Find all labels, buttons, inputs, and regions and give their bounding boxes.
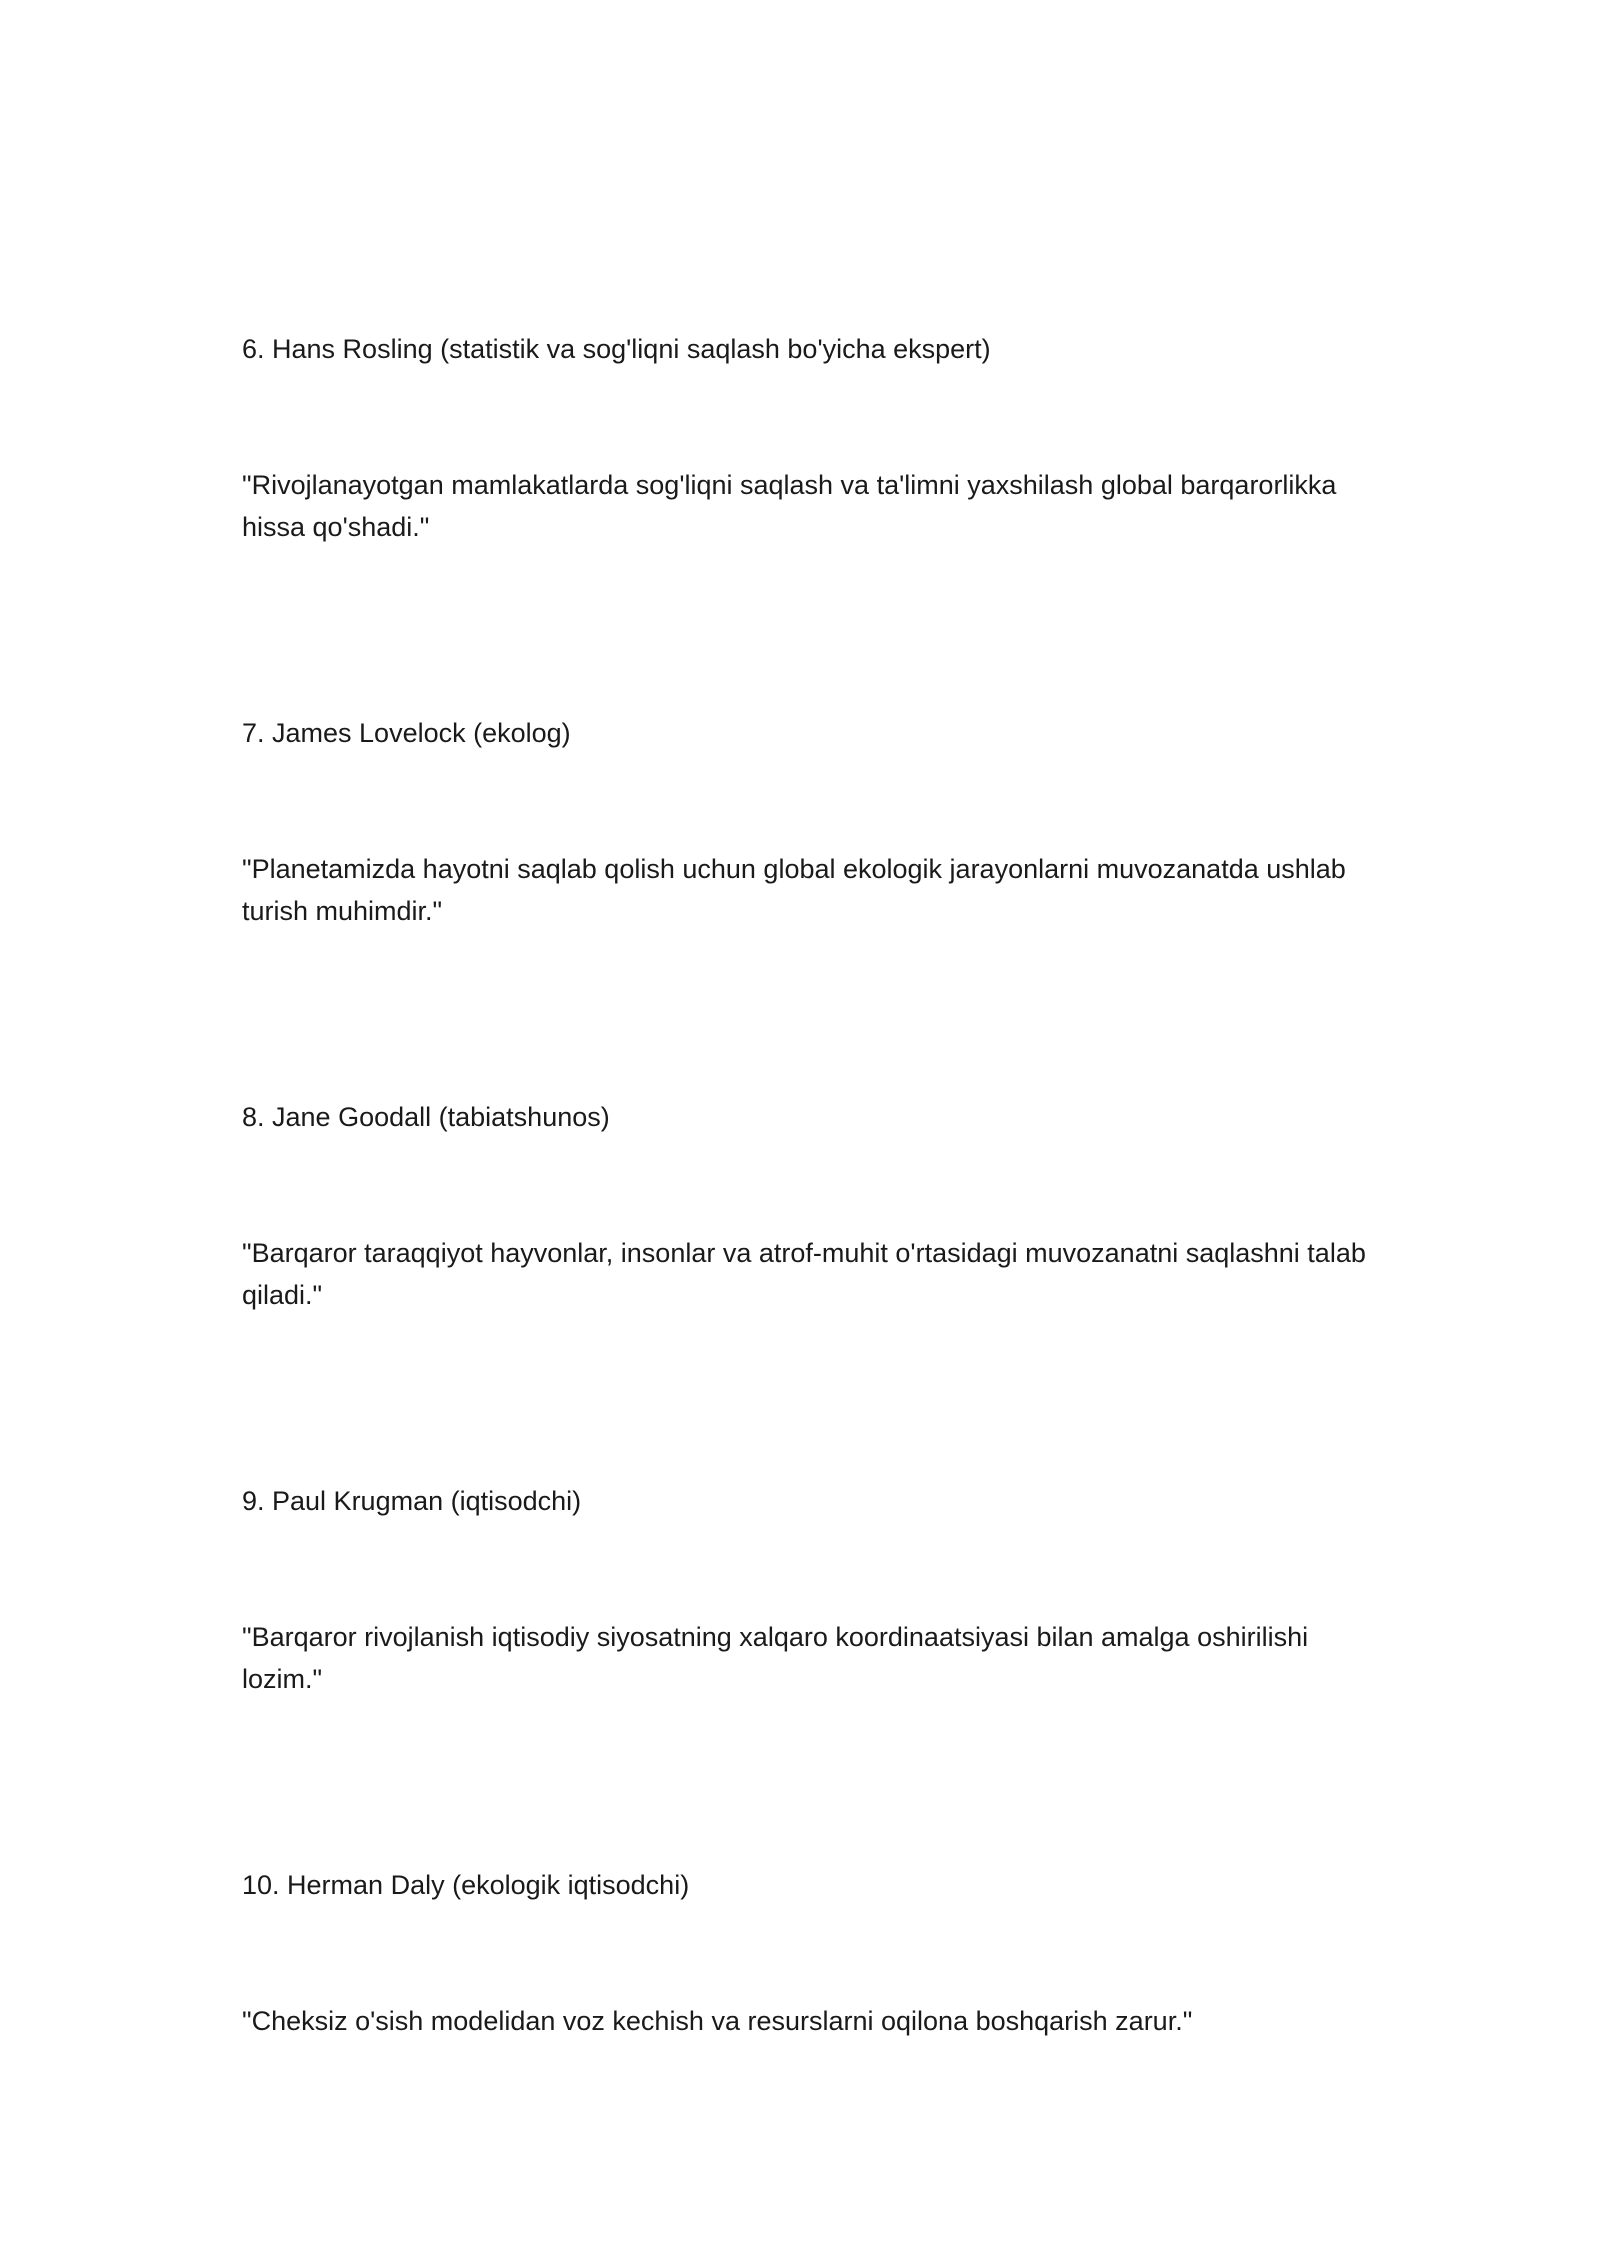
entry-heading: 6. Hans Rosling (statistik va sog'liqni saqlash bo'yicha ekspert): [242, 334, 991, 364]
entry-heading: 10. Herman Daly (ekologik iqtisodchi): [242, 1870, 690, 1900]
entry-quote: "Barqaror taraqqiyot hayvonlar, insonlar va atrof-muhit o'rtasidagi muvozanatni saqlashni talab qiladi.": [242, 1238, 1366, 1310]
entry-quote: "Rivojlanayotgan mamlakatlarda sog'liqni saqlash va ta'limni yaxshilash global barqarorlikka hissa qo'shadi.": [242, 470, 1337, 542]
entry-quote: "Barqaror rivojlanish iqtisodiy siyosatning xalqaro koordinaatsiyasi bilan amalga oshirilishi lozim.": [242, 1622, 1309, 1694]
entry-heading: 7. James Lovelock (ekolog): [242, 718, 571, 748]
entry-heading: 8. Jane Goodall (tabiatshunos): [242, 1102, 610, 1132]
entry-heading: 9. Paul Krugman (iqtisodchi): [242, 1486, 582, 1516]
entry-quote: "Planetamizda hayotni saqlab qolish uchun global ekologik jarayonlarni muvozanatda ushlab turish muhimdir.": [242, 854, 1346, 926]
entry-quote: "Cheksiz o'sish modelidan voz kechish va resurslarni oqilona boshqarish zarur.": [242, 2006, 1193, 2036]
